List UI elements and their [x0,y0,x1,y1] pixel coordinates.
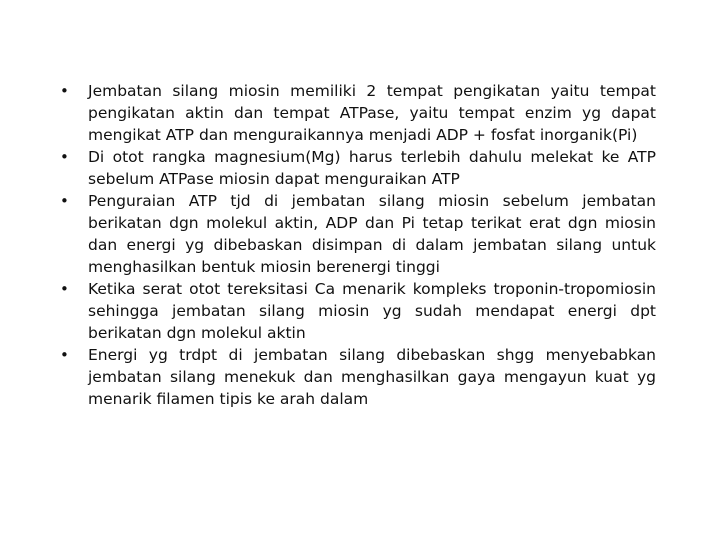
bullet-item-2: • Di otot rangka magnesium(Mg) harus terlebih dahulu melekat ke ATP sebelum ATPase miosin dapat menguraikan ATP [58,146,656,190]
bullet-item-1: • Jembatan silang miosin memiliki 2 tempat pengikatan yaitu tempat pengikatan aktin dan tempat ATPase, yaitu tempat enzim yg dapat mengikat ATP dan menguraikannya menjadi ADP + fosfat inorganik(Pi) [58,80,656,146]
bullet-item-3: • Penguraian ATP tjd di jembatan silang miosin sebelum jembatan berikatan dgn molekul aktin, ADP dan Pi tetap terikat erat dgn miosin dan energi yg dibebaskan disimpan di dalam jembatan silang untuk menghasilkan bentuk miosin berenergi tinggi [58,190,656,278]
bullet-item-4: • Ketika serat otot tereksitasi Ca menarik kompleks troponin-tropomiosin sehingga jembatan silang miosin yg sudah mendapat energi dpt berikatan dgn molekul aktin [58,278,656,344]
bullet-list [58,80,656,410]
bullet-item-5: • Energi yg trdpt di jembatan silang dibebaskan shgg menyebabkan jembatan silang menekuk dan menghasilkan gaya mengayun kuat yg menarik filamen tipis ke arah dalam [58,344,656,410]
